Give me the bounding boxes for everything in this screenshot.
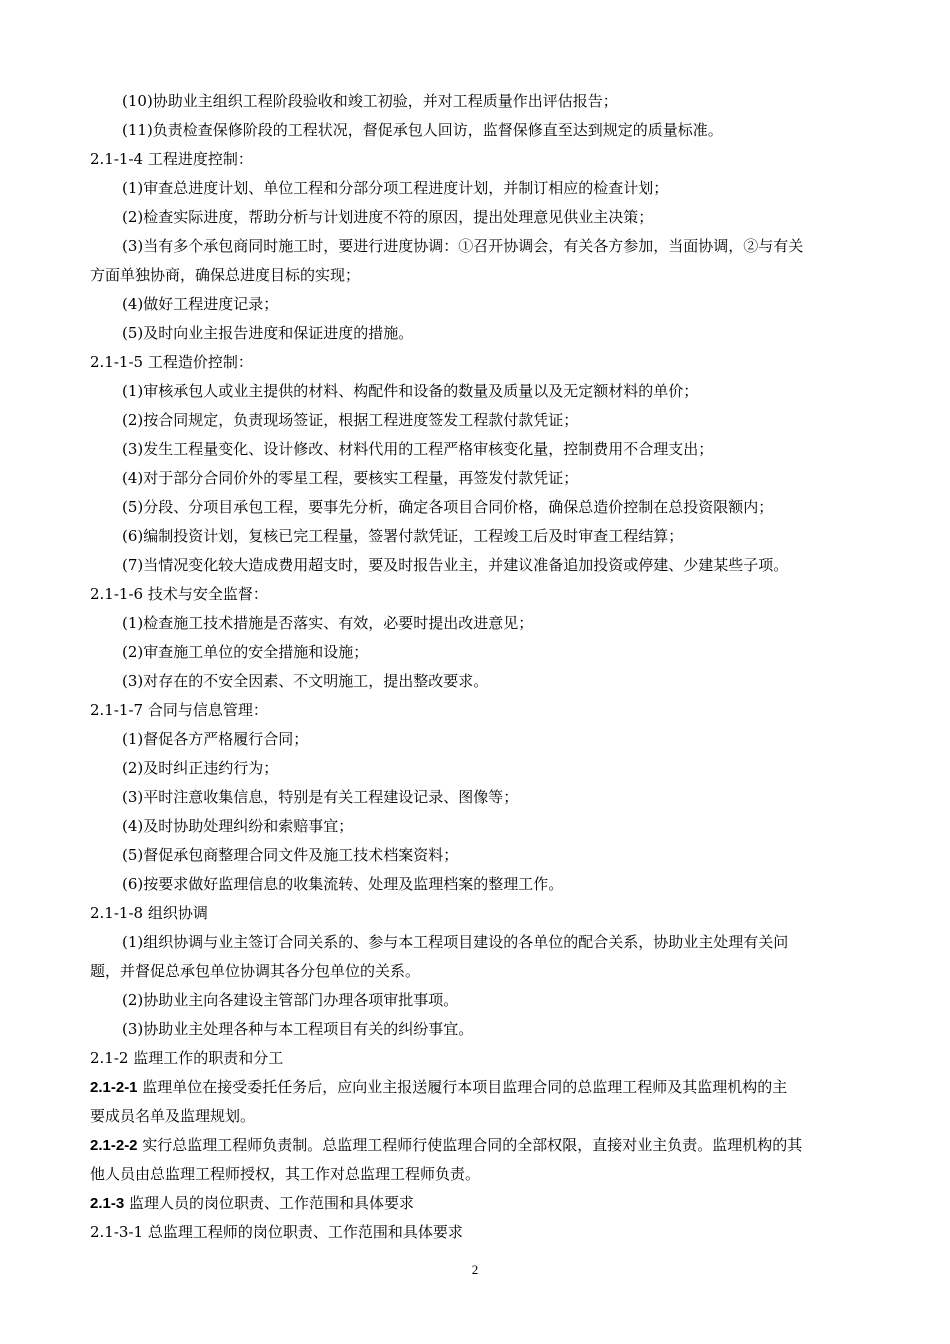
text-line: (5)及时向业主报告进度和保证进度的措施。 [122, 324, 414, 342]
text-line: (1)督促各方严格履行合同； [122, 730, 309, 748]
text-line [90, 1106, 950, 1126]
text-line: (6)按要求做好监理信息的收集流转、处理及监理档案的整理工作。 [122, 875, 564, 893]
text-line: (1)检查施工技术措施是否落实、有效，必要时提出改进意见； [122, 614, 534, 632]
clause-text: 监理人员的岗位职责、工作范围和具体要求 [124, 1194, 414, 1212]
text-line: (5)分段、分项目承包工程，要事先分析，确定各项目合同价格，确保总造价控制在总投资限额内； [122, 498, 774, 516]
text-line: (10)协助业主组织工程阶段验收和竣工初验，并对工程质量作出评估报告； [122, 92, 618, 110]
clause-number: 2.1-3 [90, 1195, 125, 1212]
text-line: (3)协助业主处理各种与本工程项目有关的纠纷事宜。 [122, 1020, 474, 1038]
text-line: (3)平时注意收集信息，特别是有关工程建设记录、图像等； [122, 788, 519, 806]
clause-text: 他人员由总监理工程师授权，其工作对总监理工程师负责。 [90, 1165, 481, 1183]
text-line: (5)督促承包商整理合同文件及施工技术档案资料； [122, 846, 459, 864]
text-line: (4)做好工程进度记录； [122, 295, 279, 313]
text-line: (2)按合同规定，负责现场签证，根据工程进度签发工程款付款凭证； [122, 411, 579, 429]
section-heading: 2.1-1-8 组织协调 [90, 904, 208, 922]
text-line [90, 1164, 950, 1184]
section-heading: 2.1-1-6 技术与安全监督： [90, 585, 268, 603]
clause-2-1-3 [90, 1193, 950, 1214]
text-line: (1)审查总进度计划、单位工程和分部分项工程进度计划，并制订相应的检查计划； [122, 179, 669, 197]
section-heading: 2.1-2 监理工作的职责和分工 [90, 1049, 284, 1067]
text-line: (3)对存在的不安全因素、不文明施工，提出整改要求。 [122, 672, 489, 690]
section-heading: 2.1-1-4 工程进度控制： [90, 150, 253, 168]
clause-2-1-2-1 [90, 1077, 950, 1098]
text-line: (2)审查施工单位的安全措施和设施； [122, 643, 369, 661]
text-line: (3)发生工程量变化、设计修改、材料代用的工程严格审核变化量，控制费用不合理支出； [122, 440, 714, 458]
text-line: (4)及时协助处理纠纷和索赔事宜； [122, 817, 354, 835]
text-line: (3)当有多个承包商同时施工时，要进行进度协调：①召开协调会，有关各方参加，当面协调，②与有关 [122, 237, 804, 255]
text-line: 题，并督促总承包单位协调其各分包单位的关系。 [90, 962, 421, 980]
clause-text: 监理单位在接受委托任务后，应向业主报送履行本项目监理合同的总监理工程师及其监理机构的主 [137, 1078, 788, 1096]
section-heading: 2.1-1-5 工程造价控制： [90, 353, 253, 371]
clause-number: 2.1-2-1 [90, 1079, 138, 1096]
text-line: (7)当情况变化较大造成费用超支时，要及时报告业主，并建议准备追加投资或停建、少建某些子项。 [122, 556, 789, 574]
text-line: (1)审核承包人或业主提供的材料、构配件和设备的数量及质量以及无定额材料的单价； [122, 382, 699, 400]
text-line: (6)编制投资计划，复核已完工程量，签署付款凭证，工程竣工后及时审查工程结算； [122, 527, 684, 545]
text-line: (11)负责检查保修阶段的工程状况，督促承包人回访，监督保修直至达到规定的质量标准。 [122, 121, 723, 139]
text-line: 方面单独协商，确保总进度目标的实现； [90, 266, 361, 284]
text-line: (4)对于部分合同价外的零星工程，要核实工程量，再签发付款凭证； [122, 469, 579, 487]
clause-2-1-2-2 [90, 1135, 950, 1156]
text-line: (2)协助业主向各建设主管部门办理各项审批事项。 [122, 991, 459, 1009]
section-heading: 2.1-3-1 总监理工程师的岗位职责、工作范围和具体要求 [90, 1223, 463, 1241]
text-line: (2)及时纠正违约行为； [122, 759, 279, 777]
clause-number: 2.1-2-2 [90, 1137, 138, 1154]
page-number: 2 [471, 1262, 479, 1277]
section-heading: 2.1-1-7 合同与信息管理： [90, 701, 268, 719]
clause-text: 要成员名单及监理规划。 [90, 1107, 256, 1125]
text-line: (2)检查实际进度，帮助分析与计划进度不符的原因，提出处理意见供业主决策； [122, 208, 654, 226]
clause-text: 实行总监理工程师负责制。总监理工程师行使监理合同的全部权限，直接对业主负责。监理机构的其 [137, 1136, 803, 1154]
text-line: (1)组织协调与业主签订合同关系的、参与本工程项目建设的各单位的配合关系，协助业主处理有关问 [122, 933, 789, 951]
